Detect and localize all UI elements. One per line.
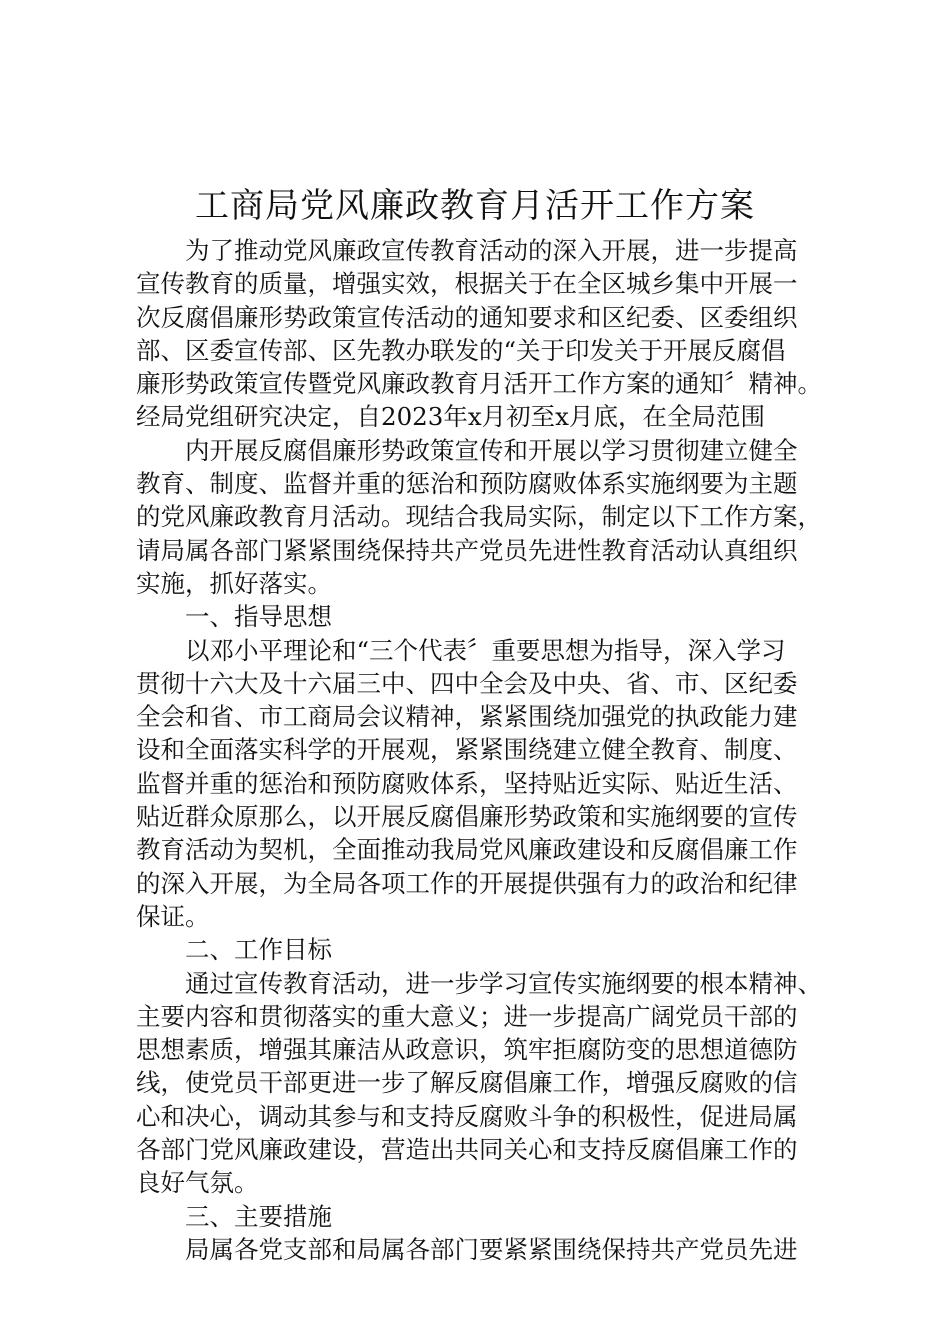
document-title: 工商局党风廉政教育月活开工作方案 [195,186,755,226]
text-line: 教育、制度、监督并重的惩治和预防腐败体系实施纲要为主题 [136,469,798,499]
text-line: 的党风廉政教育月活动。现结合我局实际，制定以下工作方案， [136,502,822,532]
text-line: 良好气氛。 [136,1168,259,1198]
text-line: 保证。 [136,901,210,931]
text-line: 二、工作目标 [185,935,332,965]
text-line: 教育活动为契机，全面推动我局党风廉政建设和反腐倡廉工作 [136,835,798,865]
text-line: 主要内容和贯彻落实的重大意义；进一步提高广阔党员干部的 [136,1001,798,1031]
text-line: 贯彻十六大及十六届三中、四中全会及中央、省、市、区纪委 [136,668,798,698]
text-line: 心和决心，调动其参与和支持反腐败斗争的积极性，促进局属 [136,1101,798,1131]
text-line: 监督并重的惩治和预防腐败体系，坚持贴近实际、贴近生活、 [136,768,798,798]
text-line: 通过宣传教育活动，进一步学习宣传实施纲要的根本精神、 [185,968,822,998]
text-line: 实施，抓好落实。 [136,568,332,598]
text-line: 线，使党员干部更进一步了解反腐倡廉工作，增强反腐败的信 [136,1068,798,1098]
text-line: 为了推动党风廉政宣传教育活动的深入开展，进一步提高 [185,236,798,265]
text-line: 部、区委宣传部、区先教办联发的“关于印发关于开展反腐倡 [136,335,786,365]
text-line: 设和全面落实科学的开展观，紧紧围绕建立健全教育、制度、 [136,735,798,765]
text-line: 局属各党支部和局属各部门要紧紧围绕保持共产党员先进 [185,1234,798,1264]
text-line: 三、主要措施 [185,1201,332,1231]
text-line: 各部门党风廉政建设，营造出共同关心和支持反腐倡廉工作的 [136,1135,798,1165]
text-line: 内开展反腐倡廉形势政策宣传和开展以学习贯彻建立健全 [185,435,798,465]
text-line: 思想素质，增强其廉洁从政意识，筑牢拒腐防变的思想道德防 [136,1035,798,1065]
text-line: 一、指导思想 [185,602,332,632]
text-line: 经局党组研究决定，自2023年x月初至x月底，在全局范围 [136,402,765,432]
text-line: 请局属各部门紧紧围绕保持共产党员先进性教育活动认真组织 [136,535,798,565]
text-line: 次反腐倡廉形势政策宣传活动的通知要求和区纪委、区委组织 [136,302,798,332]
text-line: 宣传教育的质量，增强实效，根据关于在全区城乡集中开展一 [136,269,798,299]
text-line: 贴近群众原那么，以开展反腐倡廉形势政策和实施纲要的宣传 [136,802,798,832]
text-line: 以邓小平理论和“三个代表〞重要思想为指导，深入学习 [185,635,786,665]
text-line: 全会和省、市工商局会议精神，紧紧围绕加强党的执政能力建 [136,702,798,732]
text-line: 廉形势政策宣传暨党风廉政教育月活开工作方案的通知〞精神。 [136,369,822,399]
text-line: 的深入开展，为全局各项工作的开展提供强有力的政治和纪律 [136,868,798,898]
document-body [136,234,836,1266]
